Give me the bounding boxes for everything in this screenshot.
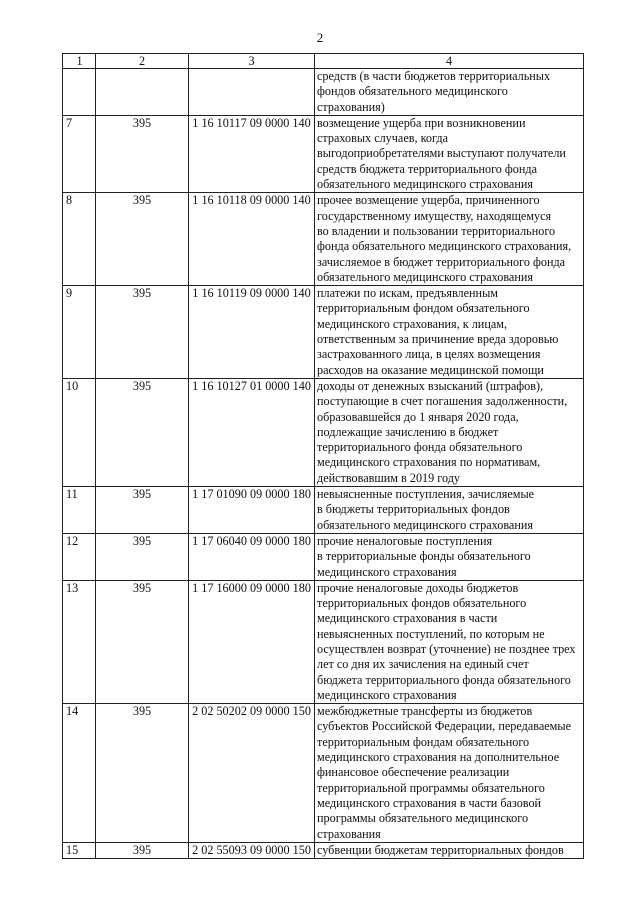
description-line: лет со дня их зачисления на единый счет — [317, 657, 529, 672]
description-line: фонда обязательного медицинского страхования, — [317, 239, 572, 254]
row-number: 10 — [63, 378, 96, 486]
description-line: невыясненных поступлений, по которым не — [317, 626, 545, 641]
description-line: в бюджеты территориальных фондов — [317, 502, 510, 517]
table-row — [63, 487, 584, 534]
budget-code: 1 16 10127 01 0000 140 — [189, 378, 315, 486]
revenue-codes-table — [62, 53, 584, 859]
row-number — [63, 69, 96, 116]
description-line: страхования — [317, 826, 381, 841]
description-line: медицинского страхования по нормативам, — [317, 455, 541, 470]
header-col-3: 3 — [189, 54, 315, 69]
row-number: 12 — [63, 533, 96, 580]
description-line: субвенции бюджетам территориальных фондов — [317, 842, 564, 857]
admin-code: 395 — [96, 115, 189, 192]
description-line: прочее возмещение ущерба, причиненного — [317, 193, 540, 208]
description-line: ответственным за причинение вреда здоровью — [317, 332, 559, 347]
table-row — [63, 193, 584, 286]
admin-code: 395 — [96, 378, 189, 486]
description — [315, 704, 584, 843]
description — [315, 286, 584, 379]
admin-code: 395 — [96, 704, 189, 843]
description-line: возмещение ущерба при возникновении — [317, 115, 526, 130]
description-line: территориальным фондам обязательного — [317, 734, 530, 749]
table-row — [63, 286, 584, 379]
description-line: прочие неналоговые поступления — [317, 533, 493, 548]
table-row — [63, 378, 584, 486]
admin-code: 395 — [96, 533, 189, 580]
description — [315, 580, 584, 703]
description-line: медицинского страхования, к лицам, — [317, 316, 508, 331]
row-number: 9 — [63, 286, 96, 379]
table-header-row — [63, 54, 584, 69]
description — [315, 487, 584, 534]
description-line: территориального фонда обязательного — [317, 440, 523, 455]
description — [315, 69, 584, 116]
description-line: медицинского страхования в части базовой — [317, 795, 542, 810]
description-line: образовавшейся до 1 января 2020 года, — [317, 409, 519, 424]
page-number: 2 — [316, 30, 324, 45]
description-line: межбюджетные трансферты из бюджетов — [317, 704, 533, 719]
row-number: 7 — [63, 115, 96, 192]
table-body — [63, 54, 584, 859]
description-line: средств бюджета территориального фонда — [317, 161, 538, 176]
description-line: осуществлен возврат (уточнение) не позднее трех — [317, 641, 576, 656]
description-line: доходы от денежных взысканий (штрафов), — [317, 378, 544, 393]
description-line: обязательного медицинского страхования — [317, 269, 533, 284]
description — [315, 193, 584, 286]
header-col-1: 1 — [63, 54, 96, 69]
description — [315, 378, 584, 486]
budget-code — [189, 69, 315, 116]
description-line: страховых случаев, когда — [317, 131, 448, 146]
description-line: обязательного медицинского страхования — [317, 177, 533, 192]
budget-code: 1 17 06040 09 0000 180 — [189, 533, 315, 580]
description — [315, 842, 584, 858]
table-row — [63, 533, 584, 580]
header-col-2: 2 — [96, 54, 189, 69]
budget-code: 1 16 10119 09 0000 140 — [189, 286, 315, 379]
header-col-4: 4 — [315, 54, 584, 69]
description-line: территориальных фондов обязательного — [317, 596, 527, 611]
budget-code: 2 02 50202 09 0000 150 — [189, 704, 315, 843]
admin-code: 395 — [96, 580, 189, 703]
description — [315, 115, 584, 192]
description-line: государственному имуществу, находящемуся — [317, 208, 552, 223]
description-line: финансовое обеспечение реализации — [317, 765, 510, 780]
description-line: поступающие в счет погашения задолженности, — [317, 394, 568, 409]
admin-code: 395 — [96, 193, 189, 286]
description-line: территориальной программы обязательного — [317, 780, 545, 795]
row-number: 8 — [63, 193, 96, 286]
description-line: медицинского страхования в части — [317, 611, 498, 626]
admin-code: 395 — [96, 842, 189, 858]
table-row — [63, 69, 584, 116]
admin-code: 395 — [96, 487, 189, 534]
description-line: застрахованного лица, в целях возмещения — [317, 347, 541, 362]
budget-code: 1 17 01090 09 0000 180 — [189, 487, 315, 534]
description-line: невыясненные поступления, зачисляемые — [317, 487, 535, 502]
description-line: действовавшим в 2019 году — [317, 470, 461, 485]
description — [315, 533, 584, 580]
description-line: в территориальные фонды обязательного — [317, 549, 531, 564]
description-line: бюджета территориального фонда обязательного — [317, 672, 571, 687]
table-row — [63, 704, 584, 843]
table-row — [63, 842, 584, 858]
description-line: программы обязательного медицинского — [317, 811, 529, 826]
row-number: 13 — [63, 580, 96, 703]
description-line: фондов обязательного медицинского — [317, 84, 508, 99]
description-line: медицинского страхования — [317, 564, 457, 579]
description-line: выгодоприобретателями выступают получатели — [317, 146, 566, 161]
row-number: 14 — [63, 704, 96, 843]
description-line: медицинского страхования на дополнительное — [317, 750, 560, 765]
budget-code: 1 16 10117 09 0000 140 — [189, 115, 315, 192]
description-line: прочие неналоговые доходы бюджетов — [317, 580, 519, 595]
description-line: территориальным фондом обязательного — [317, 301, 530, 316]
description-line: обязательного медицинского страхования — [317, 517, 533, 532]
row-number: 15 — [63, 842, 96, 858]
budget-code: 1 16 10118 09 0000 140 — [189, 193, 315, 286]
description-line: медицинского страхования — [317, 687, 457, 702]
description-line: зачисляемое в бюджет территориального фонда — [317, 254, 566, 269]
budget-code: 2 02 55093 09 0000 150 — [189, 842, 315, 858]
table-row — [63, 580, 584, 703]
description-line: расходов на оказание медицинской помощи — [317, 362, 544, 377]
description-line: страхования) — [317, 99, 385, 114]
description-line: платежи по искам, предъявленным — [317, 286, 498, 301]
admin-code: 395 — [96, 286, 189, 379]
description-line: во владении и пользовании территориального — [317, 223, 556, 238]
row-number: 11 — [63, 487, 96, 534]
description-line: подлежащие зачислению в бюджет — [317, 424, 499, 439]
budget-code: 1 17 16000 09 0000 180 — [189, 580, 315, 703]
description-line: средств (в части бюджетов территориальных — [317, 69, 551, 83]
admin-code — [96, 69, 189, 116]
description-line: субъектов Российской Федерации, передаваемые — [317, 719, 571, 734]
table-row — [63, 115, 584, 192]
